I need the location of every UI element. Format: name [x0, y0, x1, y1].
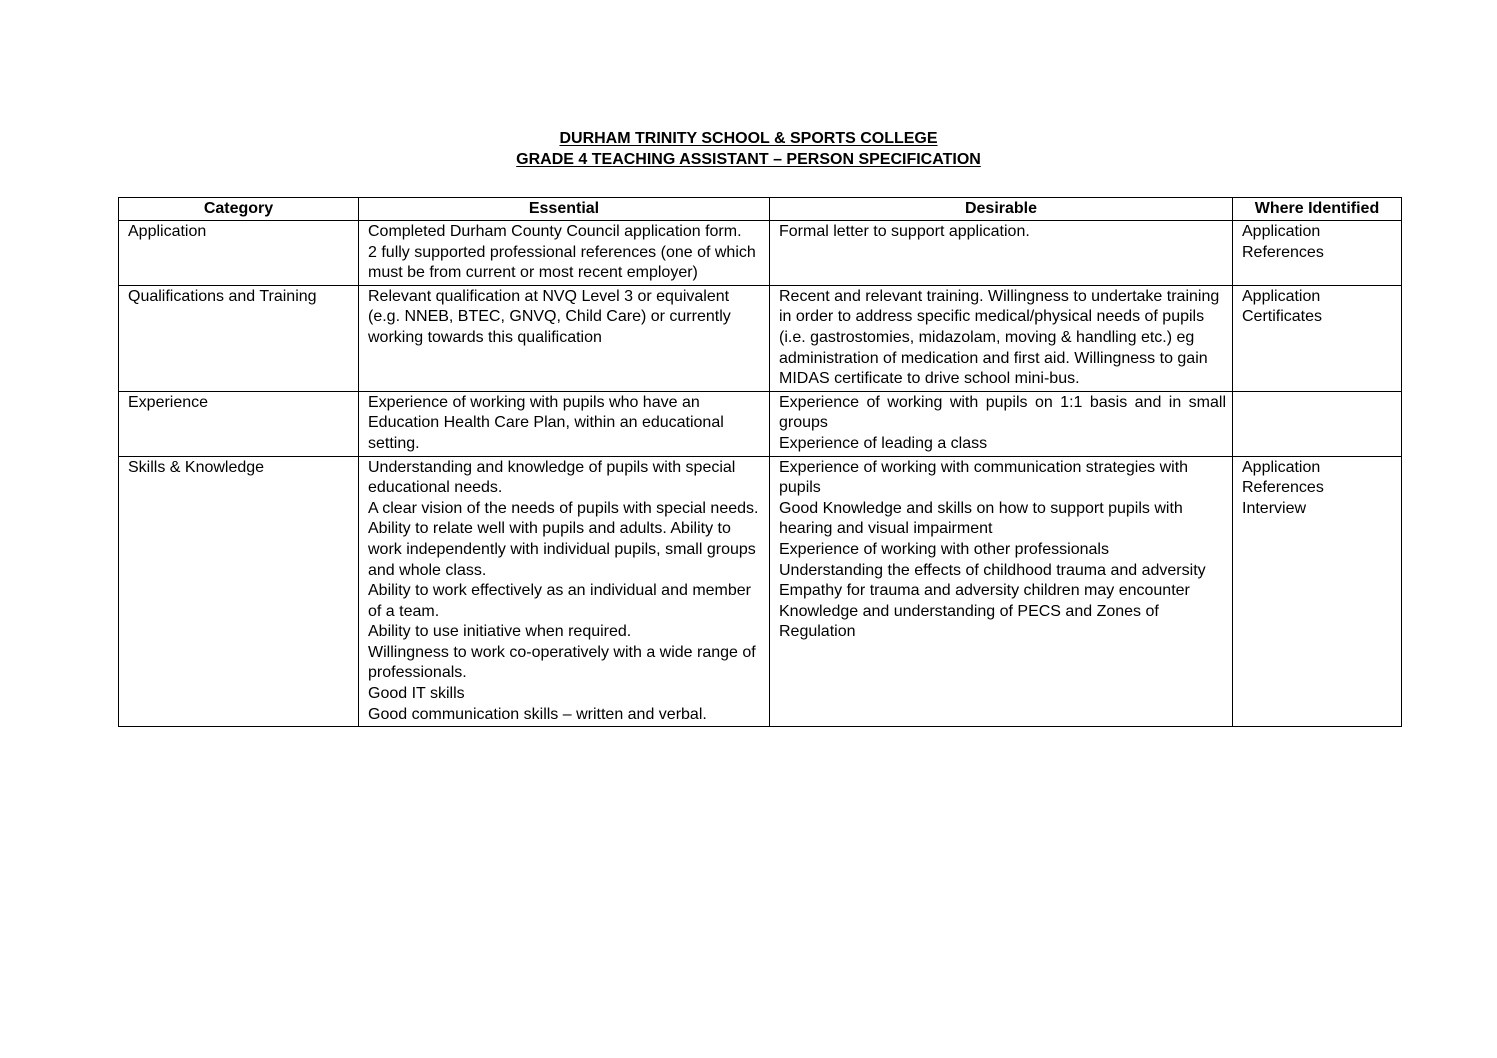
desirable-item: Recent and relevant training. Willingness to undertake training in order to address specific medical/physical needs of pupils (i.e. gastrostomies, midazolam, moving & handling etc.) eg administration of medication and first aid. Willingness to gain MIDAS certificate to drive school mini-bus.: [779, 287, 1220, 388]
where-identified-item: Application: [1242, 458, 1321, 476]
where-identified-cell: [1233, 456, 1402, 727]
where-identified-item: Application: [1242, 223, 1321, 240]
column-header-where-identified: Where Identified: [1233, 198, 1402, 221]
column-header-essential: Essential: [359, 198, 770, 221]
category-cell: [119, 285, 359, 391]
desirable-item: Experience of working with communication strategies with pupils: [779, 458, 1189, 497]
where-identified-item: Interview: [1242, 499, 1307, 517]
category-cell: [119, 221, 359, 286]
essential-item: A clear vision of the needs of pupils with special needs.: [368, 499, 759, 517]
category-label: Qualifications and Training: [128, 287, 317, 305]
desirable-item: Knowledge and understanding of PECS and Zones of Regulation: [779, 602, 1159, 641]
desirable-item: Good Knowledge and skills on how to support pupils with hearing and visual impairment: [779, 499, 1183, 538]
essential-cell: [359, 221, 770, 286]
desirable-item: Experience of leading a class: [779, 434, 988, 452]
essential-item: Good communication skills – written and verbal.: [368, 705, 707, 723]
essential-item: Willingness to work co-operatively with a wide range of professionals.: [368, 643, 756, 682]
school-name-title: DURHAM TRINITY SCHOOL & SPORTS COLLEGE: [559, 130, 938, 147]
essential-item: Ability to work effectively as an individual and member of a team.: [368, 582, 751, 620]
desirable-item: Experience of working with pupils on 1:1 basis and in small groups: [779, 393, 1226, 432]
essential-item: Relevant qualification at NVQ Level 3 or equivalent (e.g. NNEB, BTEC, GNVQ, Child Care) or currently working towards this qualification: [368, 287, 731, 346]
person-specification-title: GRADE 4 TEACHING ASSISTANT – PERSON SPECIFICATION: [516, 151, 981, 168]
where-identified-item: Application: [1242, 287, 1321, 305]
category-cell: [119, 456, 359, 727]
where-identified-cell: [1233, 221, 1402, 286]
table-row: [119, 391, 1402, 456]
desirable-cell: [770, 456, 1233, 727]
category-label: Skills & Knowledge: [128, 458, 265, 476]
essential-item: Completed Durham County Council application form.: [368, 223, 742, 240]
where-identified-item: Certificates: [1242, 308, 1323, 326]
essential-item: Experience of working with pupils who have an Education Health Care Plan, within an educational setting.: [368, 393, 724, 452]
table-row: [119, 285, 1402, 391]
category-label: Experience: [128, 393, 209, 411]
table-header-row: [119, 198, 1402, 221]
where-identified-cell: [1233, 285, 1402, 391]
desirable-cell: [770, 221, 1233, 286]
desirable-item: Empathy for trauma and adversity children may encounter: [779, 582, 1190, 600]
essential-cell: [359, 285, 770, 391]
desirable-item: Experience of working with other professionals: [779, 540, 1109, 558]
category-cell: [119, 391, 359, 456]
desirable-item: Understanding the effects of childhood trauma and adversity: [779, 561, 1206, 579]
table-row: [119, 221, 1402, 286]
essential-item: Ability to use initiative when required.: [368, 623, 632, 641]
essential-item: Understanding and knowledge of pupils with special educational needs.: [368, 458, 736, 497]
where-identified-item: References: [1242, 479, 1324, 497]
essential-cell: [359, 391, 770, 456]
where-identified-cell: [1233, 391, 1402, 456]
category-label: Application: [128, 223, 207, 240]
essential-item: Good IT skills: [368, 685, 465, 703]
desirable-cell: [770, 285, 1233, 391]
document-header: [0, 128, 1497, 170]
where-identified-item: References: [1242, 243, 1324, 261]
table-row: [119, 456, 1402, 727]
column-header-desirable: Desirable: [770, 198, 1233, 221]
essential-cell: [359, 456, 770, 727]
essential-item: Ability to relate well with pupils and adults. Ability to work independently with individual pupils, small groups and whole class.: [368, 520, 756, 579]
column-header-category: Category: [119, 198, 359, 221]
desirable-cell: [770, 391, 1233, 456]
desirable-item: Formal letter to support application.: [779, 223, 1030, 240]
person-specification-table: [118, 197, 1402, 727]
essential-item: 2 fully supported professional references (one of which must be from current or most recent employer): [368, 243, 756, 282]
